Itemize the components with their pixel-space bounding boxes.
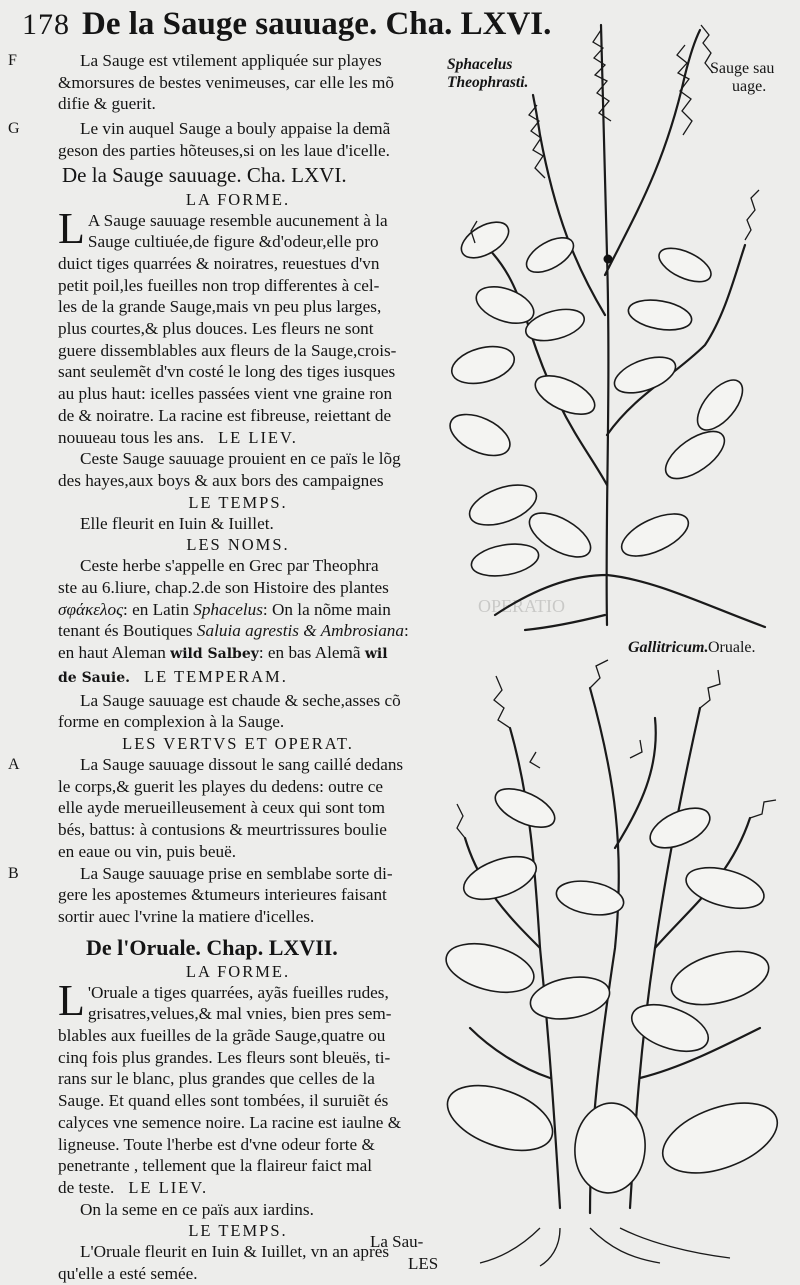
text-line: forme en complexion à la Sauge. (58, 712, 285, 732)
chapter-heading-lxvii: De l'Oruale. Chap. LXVII. (86, 934, 338, 960)
german-name: wil (364, 646, 388, 663)
forme-paragraph (58, 203, 450, 449)
latin-name: Saluia agrestis & Ambrosiana (196, 621, 404, 641)
section-heading-temperam: LE TEMPERAM. (144, 666, 288, 686)
margin-mark-g: G (8, 120, 20, 138)
section-heading-temps-2: LE TEMPS. (188, 1221, 288, 1241)
catchword-right: LES (408, 1254, 439, 1273)
text-line: 'Oruale a tiges quarrées, ayãs fueilles rudes, (87, 982, 389, 1002)
text-line: Ceste Sauge sauuage prouient en ce païs le lõg (80, 449, 401, 469)
text-line: elle ayde merueilleusement à ceux qui sont tom (58, 798, 385, 818)
drop-cap: L (58, 203, 85, 253)
clary-illustration (440, 648, 800, 1268)
text-span: : en bas Alemã (258, 643, 365, 663)
text-line: L'Oruale fleurit en Iuin & Iuillet, vn an apres (80, 1242, 390, 1262)
text-line: &morsures de bestes venimeuses, car elle les mõ (58, 72, 395, 92)
greek-word: σφάκελος (58, 599, 124, 619)
section-heading-lieu: LE LIEV. (218, 427, 298, 447)
text-line: calyces vne semence noire. La racine est iaulne & (58, 1112, 402, 1132)
margin-mark-b: B (8, 864, 19, 882)
text-line: Elle fleurit en Iuin & Iuillet. (80, 513, 274, 533)
text-line: ligneuse. Toute l'herbe est d'vne odeur forte & (58, 1134, 375, 1154)
text-line: geson des parties hõteuses,si on les laue d'icelle. (58, 140, 390, 160)
text-column (8, 50, 450, 1285)
text-span: La Sauge est vtilement appliquée sur playes (80, 51, 382, 70)
label-theophrasti: Theophrasti. (447, 74, 529, 91)
text-line: de & noiratre. La racine est fibreuse, reiettant de (58, 405, 392, 425)
margin-mark-f: F (8, 52, 17, 69)
text-span: La Sauge sauuage dissout le sang caillé dedans (80, 754, 404, 774)
text-line: qu'elle a esté semée. (58, 1264, 198, 1284)
text-line: Sauge. Et quand elles sont tombées, il suruiẽt és (58, 1091, 389, 1111)
text-span: de teste. (58, 1177, 115, 1197)
text-line: guere dissemblables aux fleurs de la Sauge,crois- (58, 340, 397, 360)
bleed-through-text: OPERATIO (478, 596, 566, 616)
chapter-heading-lxvi: De la Sauge sauuage. Cha. LXVI. (62, 162, 347, 187)
text-line: petit poil,les fueilles non trop differentes à cel- (58, 275, 380, 295)
text-line: bés, battus: à contusions & meurtrissures boulie (58, 820, 387, 840)
wild-sage-illustration (445, 15, 785, 635)
text-line: des hayes,aux boys & aux bors des campaignes (58, 470, 384, 490)
text-line: le corps,& guerit les playes du dedens: outre ce (58, 776, 384, 796)
text-line: sant seulemẽt d'vn costé le long des tiges iusques (58, 362, 396, 382)
text-span: Le vin auquel Sauge a bouly appaise la demã (80, 119, 391, 139)
latin-name: Sphacelus (193, 599, 263, 619)
text-line: duict tiges quarrées & noiratres, reuestues d'vn (58, 253, 380, 273)
text-span: tenant és Boutiques (58, 621, 197, 641)
text-line: au plus haut: icelles passées vient vne graine ron (58, 384, 393, 404)
label-oruale: Oruale. (708, 639, 756, 656)
label-uage: uage. (732, 78, 767, 95)
text-span: : (404, 621, 409, 641)
text-line: penetrante , tellement que la flaireur faict mal (58, 1156, 372, 1176)
text-line: les de la grande Sauge,mais vn peu plus larges, (58, 297, 382, 317)
text-span: nouueau tous les ans. (58, 427, 205, 447)
section-heading-vertus: LES VERTVS ET OPERAT. (122, 733, 354, 753)
text-line (8, 754, 450, 776)
text-line: en eaue ou vin, puis beuë. (58, 841, 237, 861)
label-sauge-sau: Sauge sau (710, 60, 775, 77)
section-heading-noms: LES NOMS. (186, 535, 290, 555)
text-line: sortir auec l'vrine la matiere d'icelles. (58, 906, 315, 926)
text-line: Sauge cultiuée,de figure &d'odeur,elle pro (87, 232, 379, 252)
text-line (58, 620, 450, 642)
text-span: La Sauge sauuage prise en semblabe sorte di- (80, 863, 393, 883)
section-heading-temps: LE TEMPS. (188, 492, 288, 512)
text-line (8, 118, 450, 140)
text-line: rans sur le blanc, plus grandes que celles de la (58, 1069, 375, 1089)
section-heading-forme: LA FORME. (185, 189, 291, 209)
catchword-left: La Sau- (370, 1232, 424, 1251)
margin-mark-a: A (8, 755, 20, 773)
drop-cap: L (58, 975, 85, 1025)
text-line: ste au 6.liure, chap.2.de son Histoire des plantes (58, 578, 389, 598)
german-name: wild Salbey (170, 646, 259, 663)
text-line: La Sauge sauuage est chaude & seche,asses cõ (80, 690, 401, 710)
text-line: plus courtes,& plus douces. Les fleurs ne sont (58, 319, 374, 339)
oruale-forme-paragraph (58, 975, 450, 1199)
german-name: de Sauie. (58, 669, 131, 686)
text-line: cinq fois plus grandes. Les fleurs sont bleuës, ti- (58, 1047, 391, 1067)
running-title: De la Sauge sauuage. Cha. LXVI. (82, 6, 552, 42)
section-heading-forme-2: LA FORME. (185, 961, 291, 981)
text-span: : On la nõme main (262, 599, 391, 619)
text-line (58, 642, 450, 666)
text-line: blables aux fueilles de la grãde Sauge,quatre ou (58, 1026, 386, 1046)
text-line: grisatres,velues,& mal vnies, bien pres sem- (87, 1004, 392, 1024)
text-line (58, 427, 450, 449)
text-line (58, 666, 450, 690)
label-sphacelus: Sphacelus (447, 56, 513, 73)
section-heading-lieu-2: LE LIEV. (128, 1177, 209, 1197)
text-span: : en Latin (123, 599, 194, 619)
text-line: gere les apostemes &tumeurs interieures faisant (58, 885, 387, 905)
text-line: On la seme en ce païs aux iardins. (80, 1199, 314, 1219)
page-number: 178 (22, 8, 70, 41)
text-span: en haut Aleman (58, 643, 171, 663)
text-line: A Sauge sauuage resemble aucunement à la (87, 210, 388, 230)
label-gallitricum: Gallitricum. (628, 639, 709, 656)
text-line (8, 863, 450, 885)
text-line: difie & guerit. (58, 94, 156, 114)
text-line (8, 50, 450, 72)
text-line (58, 1177, 450, 1199)
text-line: Ceste herbe s'appelle en Grec par Theophra (80, 556, 379, 576)
text-line (58, 599, 450, 621)
